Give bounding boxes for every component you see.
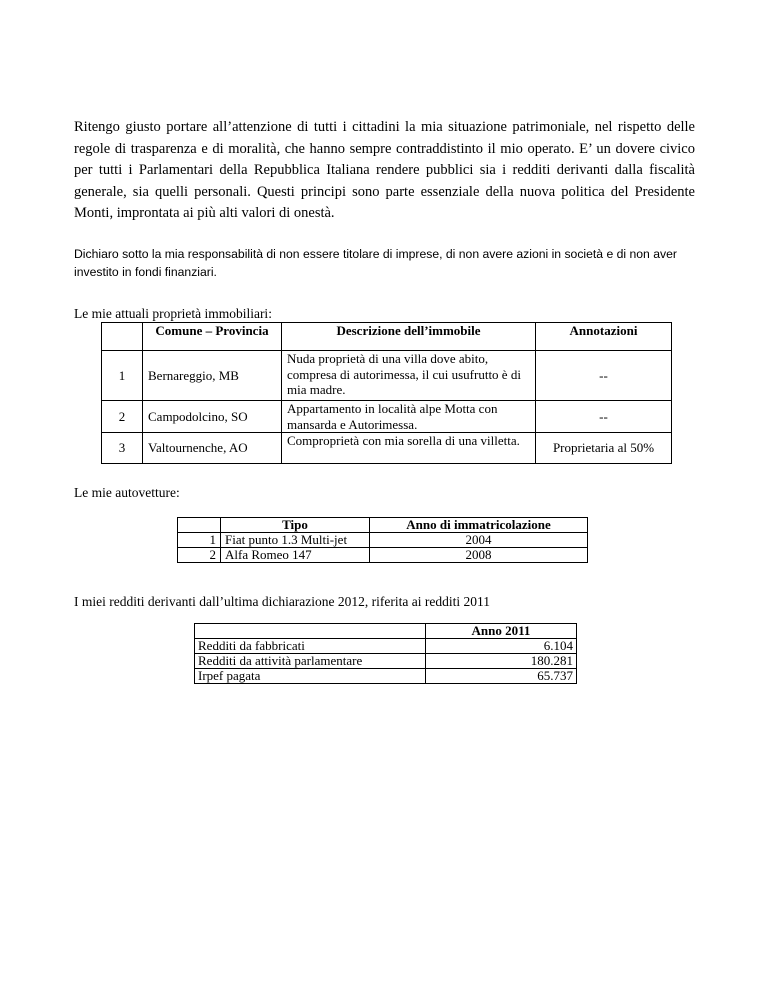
cars-table bbox=[177, 517, 588, 563]
property-descrizione: Comproprietà con mia sorella di una villetta. bbox=[282, 433, 536, 464]
property-annotazioni: -- bbox=[536, 351, 672, 401]
table-row bbox=[178, 548, 588, 563]
income-header-anno: Anno 2011 bbox=[426, 624, 577, 639]
intro-paragraph: Ritengo giusto portare all’attenzione di tutti i cittadini la mia situazione patrimoniale, nel rispetto delle regole di trasparenza e di moralità, che hanno sempre contraddistinto il mio operato. E’ un dovere civico per tutti i Parlamentari della Repubblica Italiana rendere pubblici sia i redditi derivanti dalla fiscalità generale, sia quelli personali. Questi principi sono parte essenziale della nuova politica del Presidente Monti, improntata ai più alti valori di onestà. bbox=[74, 119, 695, 221]
table-row bbox=[102, 351, 672, 401]
property-comune: Valtournenche, AO bbox=[143, 433, 282, 464]
properties-label: Le mie attuali proprietà immobiliari: bbox=[74, 306, 272, 321]
table-row bbox=[195, 669, 577, 684]
income-valore: 65.737 bbox=[426, 669, 577, 684]
property-num: 3 bbox=[102, 433, 143, 464]
properties-header-descrizione: Descrizione dell’immobile bbox=[282, 323, 536, 351]
table-row bbox=[195, 639, 577, 654]
income-header-row bbox=[195, 624, 577, 639]
income-label: I miei redditi derivanti dall’ultima dichiarazione 2012, riferita ai redditi 2011 bbox=[74, 594, 490, 609]
car-tipo: Alfa Romeo 147 bbox=[221, 548, 370, 563]
cars-header-row bbox=[178, 518, 588, 533]
table-row bbox=[102, 433, 672, 464]
property-annotazioni: -- bbox=[536, 401, 672, 433]
property-num: 1 bbox=[102, 351, 143, 401]
properties-header-annotazioni: Annotazioni bbox=[536, 323, 672, 351]
car-num: 2 bbox=[178, 548, 221, 563]
table-row bbox=[195, 654, 577, 669]
cars-header-num bbox=[178, 518, 221, 533]
income-voce: Irpef pagata bbox=[195, 669, 426, 684]
car-num: 1 bbox=[178, 533, 221, 548]
car-anno: 2008 bbox=[370, 548, 588, 563]
properties-header-row bbox=[102, 323, 672, 351]
table-row bbox=[178, 533, 588, 548]
income-header-voce bbox=[195, 624, 426, 639]
declaration-paragraph: Dichiaro sotto la mia responsabilità di non essere titolare di imprese, di non avere azioni in società e di non aver investito in fondi finanziari. bbox=[74, 247, 677, 279]
income-table bbox=[194, 623, 577, 684]
cars-header-tipo: Tipo bbox=[221, 518, 370, 533]
property-comune: Campodolcino, SO bbox=[143, 401, 282, 433]
cars-label: Le mie autovetture: bbox=[74, 485, 180, 500]
income-valore: 6.104 bbox=[426, 639, 577, 654]
property-comune: Bernareggio, MB bbox=[143, 351, 282, 401]
cars-header-anno: Anno di immatricolazione bbox=[370, 518, 588, 533]
property-num: 2 bbox=[102, 401, 143, 433]
income-valore: 180.281 bbox=[426, 654, 577, 669]
properties-header-num bbox=[102, 323, 143, 351]
table-row bbox=[102, 401, 672, 433]
income-voce: Redditi da attività parlamentare bbox=[195, 654, 426, 669]
property-descrizione: Nuda proprietà di una villa dove abito, compresa di autorimessa, il cui usufrutto è di mia madre. bbox=[282, 351, 536, 401]
car-anno: 2004 bbox=[370, 533, 588, 548]
properties-header-comune: Comune – Provincia bbox=[143, 323, 282, 351]
car-tipo: Fiat punto 1.3 Multi-jet bbox=[221, 533, 370, 548]
property-annotazioni: Proprietaria al 50% bbox=[536, 433, 672, 464]
property-descrizione: Appartamento in località alpe Motta con mansarda e Autorimessa. bbox=[282, 401, 536, 433]
properties-table bbox=[101, 322, 672, 464]
income-voce: Redditi da fabbricati bbox=[195, 639, 426, 654]
